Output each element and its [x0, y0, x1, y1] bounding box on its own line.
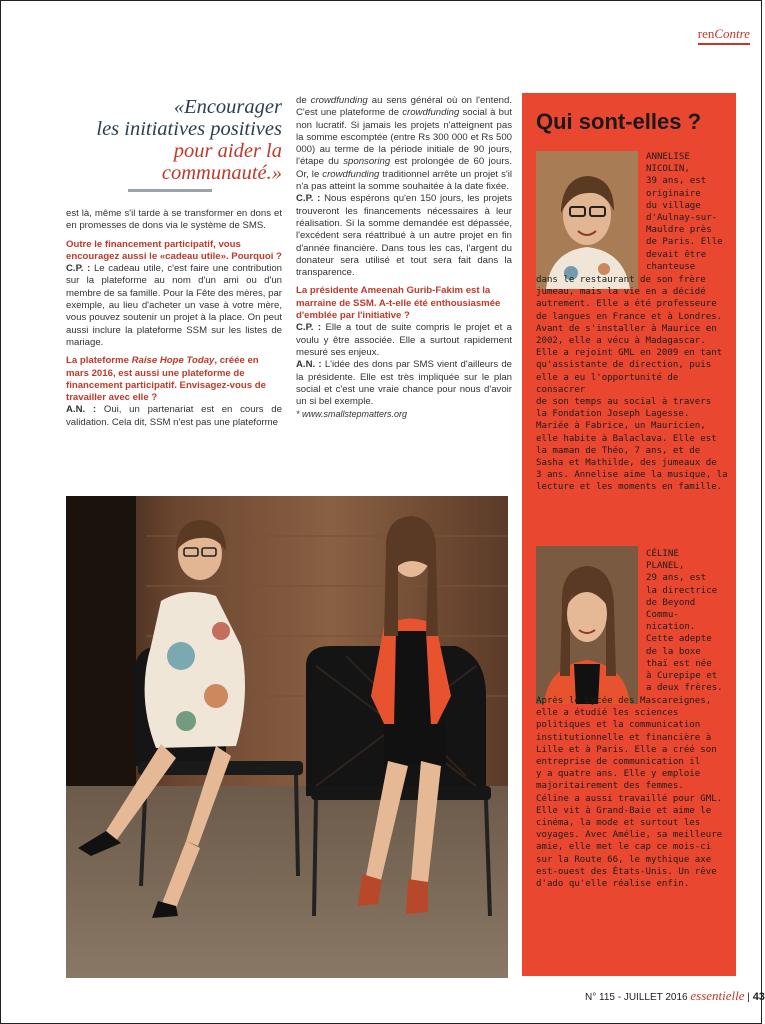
speaker-tag: C.P. : [296, 193, 321, 205]
bio-line: chanteuse [646, 261, 696, 272]
bio-line: 29 ans, est [646, 573, 707, 584]
annelise-photo-illustration [536, 151, 638, 289]
bio-line: 2002, elle a vécu à Madagascar. [536, 336, 706, 347]
question-text: La plateforme [66, 355, 132, 367]
bio-line: CÉLINE [646, 549, 679, 559]
bio-line: elle a eu l'opportunité de consacrer [536, 372, 679, 395]
pull-quote-line-1: «Encourager [173, 96, 282, 118]
rubric-part-a: ren [697, 26, 715, 41]
bio-line: NICOLIN, [646, 164, 690, 175]
bio-line: Mauldre près [646, 225, 712, 236]
celine-photo [536, 546, 638, 704]
bio-line: elle a étudié les sciences [536, 708, 679, 719]
profiles-sidebar [522, 93, 736, 976]
bio-line: Elle a rejoint GML en 2009 en tant [536, 348, 723, 359]
bio-line: de Beyond [646, 597, 696, 608]
pull-quote-line-3: pour aider la [173, 140, 282, 162]
bio-line: amie, elle met le cap ce mois-ci [536, 842, 712, 853]
bio-line: dans le restaurant de son frère [536, 275, 706, 285]
bio-line: Céline a aussi travaillé pour GML. [536, 793, 723, 804]
bio-line: du village [646, 200, 701, 211]
answer-text: Oui, un partenariat est en cours de validation. Cela dit, SSM n'est pas une plateforme [66, 404, 282, 428]
portrait-photo [66, 496, 508, 978]
bio-line: Lille et à Paris. Elle a créé son [536, 744, 717, 755]
bio-line: originaire [646, 188, 701, 199]
bio-line: devait être [646, 249, 707, 260]
answer [66, 404, 282, 429]
bio-line: Commu- [646, 610, 679, 621]
bio-line: d'ado qu'elle réalise enfin. [536, 879, 690, 890]
text-italic: crowdfunding [402, 107, 460, 119]
celine-photo-illustration [536, 546, 638, 704]
bio-line: qu'assistante de direction, puis [536, 360, 712, 371]
bio-line: de langues en France et à Londres. [536, 311, 723, 322]
speaker-tag: C.P. : [296, 322, 322, 334]
annelise-bio-narrow [646, 151, 732, 273]
bio-line: de la boxe [646, 646, 701, 657]
bio-line: a deux frères. [646, 683, 723, 694]
annelise-photo [536, 151, 638, 289]
bio-line: la Fondation Joseph Lagesse. [536, 409, 690, 420]
portrait-photo-illustration [66, 496, 508, 978]
bio-line: jumeau, mais la vie en a décidé [536, 287, 706, 298]
footer-separator: | [747, 992, 750, 1003]
magazine-name: essentielle [690, 988, 745, 1003]
text: est prolongée de 60 jours. Or, le [296, 156, 512, 180]
source-footnote: * www.smallstepmatters.org [296, 409, 408, 420]
paragraph [296, 95, 512, 279]
bio-line: entreprise de communication il [536, 757, 701, 768]
section-rubric [698, 26, 750, 45]
text-italic: sponsoring [343, 156, 391, 168]
question: La présidente Ameenah Gurib-Fakim est la marraine de SSM. A-t-elle été enthousiasmée d'emblée par l'initiative ? [296, 285, 501, 322]
bio-line: Avant de s'installer à Maurice en [536, 323, 717, 334]
issue-info: N° 115 - JUILLET 2016 [585, 992, 688, 1003]
bio-line: 3 ans. Annelise aime la musique, la [536, 470, 728, 481]
bio-line: est-ouest des États-Unis. Un rêve [536, 866, 717, 877]
answer-text: L'idée des dons par SMS vient d'ailleurs de la présidente. Elle est très impliquée sur le plan social et c'est une vraie chance pour nous d'avoir un si bel exemple. [296, 359, 512, 408]
bio-line: Cette adepte [646, 634, 712, 645]
speaker-tag: A.N. : [296, 359, 322, 371]
question-text-italic: Raise Hope Today [131, 355, 215, 367]
bio-line: cinéma, la mode et surtout les [536, 818, 701, 829]
bio-line: ANNELISE [646, 152, 690, 162]
text: de [296, 95, 311, 106]
page-number: 43 [752, 991, 765, 1003]
annelise-bio-wide [536, 274, 732, 494]
answer-text: Elle a tout de suite compris le projet et a voulu y être associée. Elle a surtout rapidement mesuré ses enjeux. [296, 322, 512, 358]
pull-quote-line-2: les initiatives positives [96, 118, 282, 140]
rubric-part-b: Contre [714, 26, 750, 41]
question: Outre le financement participatif, vous encouragez aussi le «cadeau utile». Pourquoi ? [66, 238, 282, 262]
celine-bio-narrow [646, 548, 732, 694]
page-footer [585, 988, 765, 1004]
bio-line: Après le Lycée des Mascareignes, [536, 696, 712, 706]
bio-line: sur la Route 66, le mythique axe [536, 854, 712, 865]
bio-line: Sasha et Mathilde, des jumeaux de [536, 458, 717, 469]
bio-line: à Curepipe et [646, 671, 718, 682]
paragraph: est là, même s'il tarde à se transformer en dons et en promesses de dons via le système de SMS. [66, 208, 282, 232]
bio-line: voyages. Avec Amélie, sa meilleure [536, 830, 723, 841]
answer-text: Le cadeau utile, c'est faire une contribution sur la plateforme au nom d'un ami ou d'un membre de sa famille. Pour la Fête des mères, par exemple, au lieu d'acheter un vase à votre mère, vous pouvez soutenir un projet à la place. On peut aussi inclure la plateforme SSM sur les listes de mariage. [66, 263, 283, 348]
speaker-tag: A.N. : [66, 404, 97, 416]
text: social à but non lucratif. Si jamais les projets n'atteignent pas la somme escomptée (entre Rs 300 000 et Rs 500 000) au terme de la période initiale de 90 jours, l'étape du [296, 107, 512, 168]
bio-line: 39 ans, est [646, 176, 707, 187]
article-column-2 [296, 95, 512, 427]
bio-line: elle habite à Balaclava. Elle est [536, 433, 717, 444]
question [66, 355, 282, 404]
bio-line: de son temps au social à travers [536, 397, 712, 408]
celine-bio-wide [536, 695, 732, 890]
answer [296, 322, 512, 408]
bio-line: autrement. Elle a été professeure [536, 299, 717, 310]
bio-line: institutionnelle et financière à [536, 732, 712, 743]
bio-line: d'Aulnay-sur- [646, 213, 718, 224]
bio-line: nication. [646, 622, 696, 633]
bio-line: Elle vit à Grand-Baie et aime le [536, 805, 712, 816]
sidebar-title: Qui sont-elles ? [536, 109, 702, 134]
article-column-1 [66, 208, 282, 435]
pull-quote-line-4: communauté.» [161, 162, 282, 184]
answer-text: Nous espérons qu'en 150 jours, les projets trouveront les financements nécessaires à leur réalisation. Si la somme demandée est dépassée, l'excédent sera réattribué à un autre projet en fin d'année financière. Dans tous les cas, l'argent du donateur sera utilisé et tout sera fait dans la transparence. [296, 193, 512, 279]
pull-quote [58, 96, 282, 184]
text: au sens général où on l'entend. C'est une plateforme de [296, 95, 512, 119]
bio-line: PLANEL, [646, 561, 685, 572]
pull-quote-rule [128, 189, 212, 192]
bio-line: majoritairement des femmes. [536, 781, 684, 792]
text-italic: crowdfunding [310, 95, 368, 106]
bio-line: thaï est née [646, 658, 712, 669]
bio-line: la maman de Théo, 7 ans, et de [536, 445, 701, 456]
bio-line: y a quatre ans. Elle y emploie [536, 769, 701, 780]
bio-line: de Paris. Elle [646, 237, 723, 248]
text-italic: crowdfunding [322, 168, 380, 180]
answer [66, 263, 282, 349]
bio-line: lecture et les moments en famille. [536, 482, 723, 493]
question-text: , créée en mars 2016, est aussi une plateforme de financement participatif. Envisagez-vous de travailler avec elle ? [66, 355, 266, 404]
bio-line: Mariée à Fabrice, un Mauricien, [536, 421, 706, 432]
speaker-tag: C.P. : [66, 263, 91, 275]
bio-line: la directrice [646, 585, 718, 596]
text: traditionnel arrête un projet s'il n'a pas atteint la somme souhaitée à la date fixée. [296, 168, 512, 193]
bio-line: politiques et la communication [536, 720, 701, 731]
